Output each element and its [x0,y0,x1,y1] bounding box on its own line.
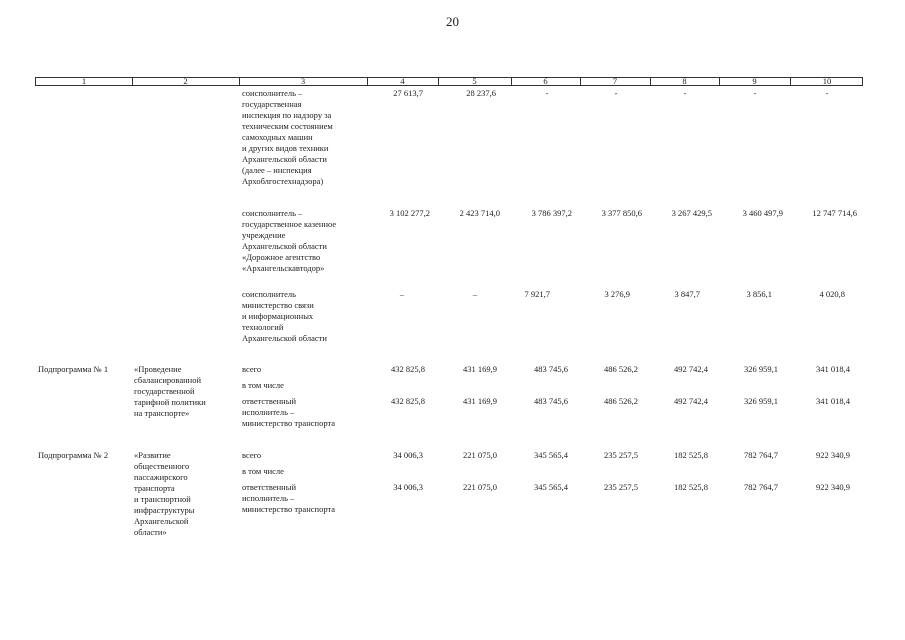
cell-value: 432 825,8 [391,364,425,374]
cell-dash: - [614,88,618,98]
cell-value: 3 856,1 [746,289,772,299]
cell-value: 341 018,4 [816,396,850,406]
header-col-3: 3 [300,76,306,86]
cell-value: 235 257,5 [604,482,638,492]
header-col-8: 8 [682,76,687,86]
executor-communications-ministry: соисполнитель министерство связи и информационных технологий Архангельской области [242,289,327,343]
header-col-2: 2 [183,76,188,86]
page-number: 20 [446,14,459,29]
cell-value: 341 018,4 [816,364,850,374]
cell-value: 221 075,0 [463,450,497,460]
cell-value: 7 921,7 [524,289,550,299]
cell-value: 34 006,3 [393,450,423,460]
cell-dash: – [472,289,478,299]
cell-value: 782 764,7 [744,482,778,492]
header-col-5: 5 [472,76,477,86]
executor-inspection: соисполнитель – государственная инспекция по надзору за техническим состоянием самоходных машин и других видов техники Архангельской области (далее – инспекция Архоблгостехнадзора) [242,88,333,186]
cell-value: 27 613,7 [393,88,423,98]
cell-value: 3 460 497,9 [742,208,783,218]
executor-road-agency: соисполнитель – государственное казенное учреждение Архангельской области «Дорожное агентство «Архангельскавтодор» [242,208,337,273]
header-col-6: 6 [543,76,548,86]
cell-value: 782 764,7 [744,450,778,460]
cell-value: 3 377 850,6 [601,208,642,218]
cell-value: 326 959,1 [744,396,778,406]
cell-value: 34 006,3 [393,482,423,492]
cell-value: 4 020,8 [819,289,845,299]
cell-value: 182 525,8 [674,482,708,492]
cell-value: 492 742,4 [674,396,708,406]
cell-value: 431 169,9 [463,364,497,374]
cell-value: 431 169,9 [463,396,497,406]
cell-value: 3 267 429,5 [671,208,712,218]
cell-value: 922 340,9 [816,450,850,460]
cell-dash: - [825,88,829,98]
cell-value: 3 786 397,2 [531,208,572,218]
header-col-1: 1 [81,76,87,86]
cell-value: 2 423 714,0 [459,208,500,218]
cell-value: 3 102 277,2 [389,208,430,218]
cell-value: 28 237,6 [466,88,496,98]
cell-value: 483 745,6 [534,396,568,406]
cell-value: 483 745,6 [534,364,568,374]
cell-value: 432 825,8 [391,396,425,406]
header-col-7: 7 [612,76,618,86]
subprogram-2-name: Подпрограмма № 2 [38,450,109,460]
including-label: в том числе [242,380,284,390]
subprogram-1-title: «Проведение сбалансированной государственной тарифной политики на транспорте» [134,364,206,418]
cell-value: 3 276,9 [604,289,630,299]
cell-value: 922 340,9 [816,482,850,492]
cell-dash: – [399,289,405,299]
cell-dash: - [545,88,549,98]
cell-dash: - [753,88,757,98]
cell-value: 345 565,4 [534,482,568,492]
header-col-4: 4 [400,76,405,86]
cell-value: 486 526,2 [604,364,638,374]
total-label: всего [242,364,262,374]
responsible-executor-label: ответственный исполнитель – министерство транспорта [242,482,336,514]
cell-value: 345 565,4 [534,450,568,460]
cell-value: 235 257,5 [604,450,638,460]
subprogram-1-name: Подпрограмма № 1 [38,364,109,374]
cell-value: 221 075,0 [463,482,497,492]
cell-value: 492 742,4 [674,364,708,374]
cell-value: 486 526,2 [604,396,638,406]
including-label: в том числе [242,466,284,476]
cell-dash: - [683,88,687,98]
column-number-header [35,77,863,86]
header-col-9: 9 [752,76,757,86]
cell-value: 3 847,7 [674,289,700,299]
cell-value: 182 525,8 [674,450,708,460]
cell-value: 326 959,1 [744,364,778,374]
responsible-executor-label: ответственный исполнитель – министерство транспорта [242,396,336,428]
total-label: всего [242,450,262,460]
subprogram-2-title: «Развитие общественного пассажирского транспорта и транспортной инфраструктуры Архангельской области» [134,450,195,537]
header-col-10: 10 [822,76,832,86]
cell-value: 12 747 714,6 [812,208,857,218]
